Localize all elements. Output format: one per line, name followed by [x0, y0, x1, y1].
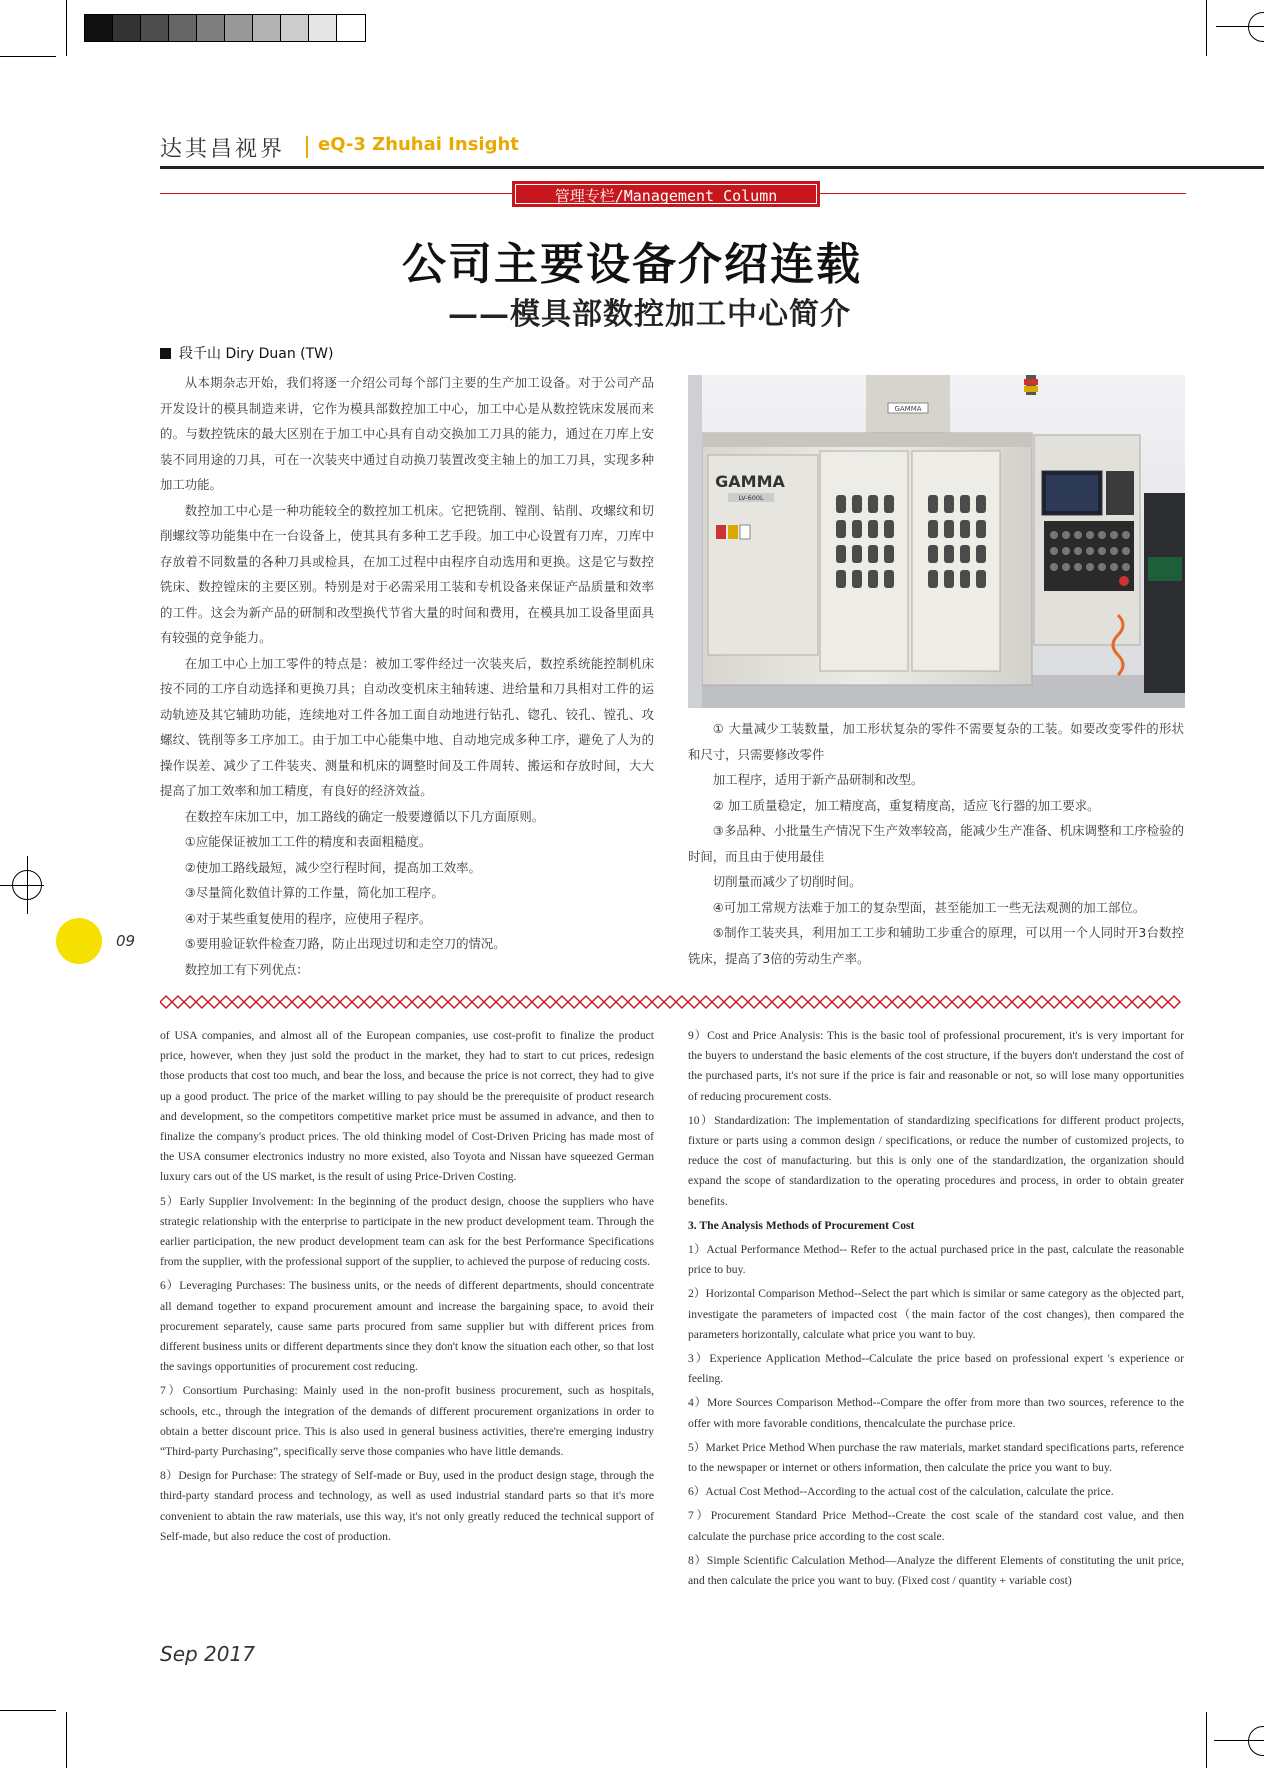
crop-mark [66, 1712, 67, 1768]
swatch [197, 15, 225, 41]
diamond-ornament [952, 996, 964, 1008]
list-item: ①应能保证被加工工件的精度和表面粗糙度。 [184, 834, 432, 849]
diamond-ornament [736, 996, 748, 1008]
diamond-ornament [592, 996, 604, 1008]
list-item: ② 加工质量稳定，加工精度高，重复精度高，适应飞行器的加工要求。 [712, 797, 1100, 813]
crop-mark [66, 0, 67, 56]
article-title: 公司主要设备介绍连载 [402, 239, 862, 290]
diamond-ornament [244, 996, 256, 1008]
diamond-ornament [616, 996, 628, 1008]
swatch [253, 15, 281, 41]
list-item: 1）Actual Performance Method-- Refer to the actual purchased price in the past, calculate the reasonable price to buy. [688, 1243, 1184, 1277]
diamond-ornament [832, 996, 844, 1008]
list-item: 7）Procurement Standard Price Method--Create the cost scale of the standard cost value, and then calculate the purchase price according to the cost scale. [688, 1509, 1184, 1543]
crop-mark [1206, 0, 1207, 56]
diamond-ornament [880, 996, 892, 1008]
paragraph: 数控加工中心是一种功能较全的数控加工机床。它把铣削、镗削、钻削、攻螺纹和切削螺纹等功能集中在一台设备上，使其具有多种工艺手段。加工中心设置有刀库，刀库中存放着不同数量的各种刀具或检具，在加工过程中由程序自动选用和更换。这是它与数控铣床、数控镗床的主要区别。特别是对于必需采用工装和专机设备来保证产品质量和效率的工件。这会为新产品的研制和改型换代节省大量的时间和费用，在模具加工设备里面具有较强的竞争能力。 [160, 502, 654, 645]
diamond-ornament [772, 996, 784, 1008]
paragraph: 10）Standardization: The implementation of standardizing specifications for different product projects, fixture or parts using a common design / specifications, or reduce the number of customized projects, to reduce the cost of manufacturing. but this is only one of the standardization, the organization should expand the scope of standardization to the operating procedures and process, in order to obtain greater benefits. [688, 1113, 1184, 1208]
list-item: 5）Market Price Method When purchase the raw materials, market standard specifications parts, reference to the newspaper or internet or others information, then calculate the price you want to buy. [688, 1440, 1184, 1475]
paragraph: 数控加工有下列优点： [184, 961, 309, 977]
diamond-ornament [520, 996, 532, 1008]
swatch [225, 15, 253, 41]
diamond-ornament [1156, 996, 1168, 1008]
diamond-ornament [316, 996, 328, 1008]
diamond-ornament [628, 996, 640, 1008]
diamond-ornament [424, 996, 436, 1008]
diamond-ornament [352, 996, 364, 1008]
list-item: ⑤制作工装夹具，利用加工工步和辅助工步重合的原理，可以用一个人同时开3台数控铣床，提高了3倍的劳动生产率。 [688, 925, 1184, 966]
paragraph: 从本期杂志开始，我们将逐一介绍公司每个部门主要的生产加工设备。对于公司产品开发设计的模具制造来讲，它作为模具部数控加工中心，加工中心是从数控铣床发展而来的。与数控铣床的最大区别在于加工中心具有自动交换加工刀具的能力，通过在刀库上安装不同用途的刀具，可在一次装夹中通过自动换刀装置改变主轴上的加工刀具，实现多种加工功能。 [160, 375, 654, 492]
diamond-ornament [1144, 996, 1156, 1008]
swatch [85, 15, 113, 41]
diamond-ornament [712, 996, 724, 1008]
diamond-ornament [208, 996, 220, 1008]
swatch [141, 15, 169, 41]
diamond-ornament [688, 996, 700, 1008]
list-item: ②使加工路线最短，减少空行程时间，提高加工效率。 [184, 859, 481, 875]
diamond-ornament [868, 996, 880, 1008]
diamond-ornament [508, 996, 520, 1008]
paragraph: 6）Leveraging Purchases: The business units, or the needs of different departments, should concentrate all demand together to expand procurement amount and increase the bargaining space, to avoid their procurement separately, cause same parts procured from same supplier but with different prices from different business units or different departments since they don't know the situation each other, so that lost the savings opportunities of procurement cost reducing. [160, 1279, 654, 1374]
paragraph: 9）Cost and Price Analysis: This is the basic tool of professional procurement, it's is very important for the buyers to understand the basic elements of the cost structure, if the buyers don't understand the cost of the purchased parts, it's not sure if the price is fair and reasonable or not, so will lose many opportunities of reducing procurement costs. [688, 1029, 1184, 1103]
header-rule [160, 166, 1264, 169]
diamond-ornament [436, 996, 448, 1008]
diamond-ornament [1096, 996, 1108, 1008]
diamond-ornament [412, 996, 424, 1008]
list-item: 3）Experience Application Method--Calculate the price based on professional expert 's experience or feeling. [688, 1352, 1184, 1386]
page-marker-dot [56, 918, 102, 964]
diamond-ornament [640, 996, 652, 1008]
diamond-ornament [676, 996, 688, 1008]
tower-brand: GAMMA [894, 405, 922, 413]
crop-mark [27, 856, 28, 914]
diamond-ornament [580, 996, 592, 1008]
diamond-ornament [400, 996, 412, 1008]
diamond-ornament [796, 996, 808, 1008]
list-item: ④可加工常规方法难于加工的复杂型面，甚至能加工一些无法观测的加工部位。 [712, 899, 1146, 915]
crop-mark [0, 56, 56, 57]
article-subtitle: ——模具部数控加工中心简介 [448, 297, 851, 332]
issue-date: Sep 2017 [160, 1642, 255, 1666]
diamond-ornament [700, 996, 712, 1008]
diamond-ornament [988, 996, 1000, 1008]
list-item: 4）More Sources Comparison Method--Compare the offer from more than two sources, reference to the offer with more favorable conditions, thencalculate the purchase price. [688, 1396, 1184, 1430]
diamond-ornament [172, 996, 184, 1008]
crop-mark [0, 885, 44, 886]
diamond-ornament [1072, 996, 1084, 1008]
header-title-cn: 达其昌视界 [160, 137, 286, 162]
paragraph: 7）Consortium Purchasing: Mainly used in the non-profit business procurement, such as hospitals, schools, etc., through the integration of the demands of different procurement organizations in order to obtain a better discount price. This is also used in general business activities, there're emerging industry “Third-party Purchasing”, specifically serve those companies who have little demands. [160, 1384, 654, 1459]
diamond-ornament [808, 996, 820, 1008]
swatch [309, 15, 337, 41]
paragraph: 5）Early Supplier Involvement: In the beginning of the product design, choose the suppliers who have strategic relationship with the enterprise to participate in the new product development team. Through the earlier participation, the new product development team can ask for the best Performance Specifications from the supplier, with the professional support of the supplier, to achieved the purpose of reducing costs. [160, 1194, 654, 1269]
diamond-ornament [556, 996, 568, 1008]
diamond-ornament [448, 996, 460, 1008]
list-item: 加工程序，适用于新产品研制和改型。 [712, 772, 924, 787]
crop-mark [0, 1710, 56, 1711]
diamond-ornament [376, 996, 388, 1008]
diamond-ornament [220, 996, 232, 1008]
diamond-ornament [1012, 996, 1024, 1008]
swatch [281, 15, 309, 41]
list-item: 8）Simple Scientific Calculation Method—Analyze the different Elements of constituting the unit price, and then calculate the price you want to buy. (Fixed cost / quantity + variable cost) [688, 1553, 1184, 1588]
list-item: ③尽量简化数值计算的工作量，简化加工程序。 [184, 885, 444, 900]
diamond-ornament [232, 996, 244, 1008]
diamond-ornament [820, 996, 832, 1008]
list-item: ④对于某些重复使用的程序，应使用子程序。 [184, 910, 432, 926]
paragraph: 在加工中心上加工零件的特点是：被加工零件经过一次装夹后，数控系统能控制机床按不同的工序自动选择和更换刀具；自动改变机床主轴转速、进给量和刀具相对工件的运动轨迹及其它辅助功能，连续地对工件各加工面自动地进行钻孔、锪孔、铰孔、镗孔、攻螺纹、铣削等多工序加工。由于加工中心能集中地、自动地完成多种工序，避免了人为的操作误差、减少了工件装夹、测量和机床的调整时间及工件周转、搬运和存放时间，大大提高了加工效率和加工精度，有良好的经济效益。 [160, 655, 654, 798]
diamond-ornament [964, 996, 976, 1008]
diamond-ornament [532, 996, 544, 1008]
diamond-ornament [664, 996, 676, 1008]
paragraph: of USA companies, and almost all of the European companies, use cost-profit to finalize the product price, however, when they just sold the product in the market, they had to start to cut prices, redesign those products that cost too much, and bear the loss, and because the price is not correct, they had to give up a good product. The price of the market willing to pay should be the prerequisite of product research and development, so the competitors competitive market price must be assumed in advance, and then to finalize the company's product prices. The old thinking model of Cost-Driven Pricing has made most of the USA consumer electronics industry no more existed, also Toyota and Nissan have squeezed German luxury cars out of the US market, is the result of using Price-Driven Costing. [160, 1029, 654, 1184]
header-title-en: eQ-3 Zhuhai Insight [318, 134, 519, 155]
list-item: ③多品种、小批量生产情况下生产效率较高，能减少生产准备、机床调整和工序检验的时间，而且由于使用最佳 [688, 823, 1184, 864]
diamond-ornament [604, 996, 616, 1008]
diamond-ornament [160, 996, 172, 1008]
diamond-ornament [292, 996, 304, 1008]
diamond-ornament [196, 996, 208, 1008]
diamond-ornament [760, 996, 772, 1008]
paragraph: 在数控车床加工中，加工路线的确定一般要遵循以下几方面原则。 [184, 808, 545, 824]
column-tag-line [820, 193, 1186, 194]
diamond-ornament [904, 996, 916, 1008]
list-item: ⑤要用验证软件检查刀路，防止出现过切和走空刀的情况。 [184, 936, 506, 951]
diamond-ornament [1048, 996, 1060, 1008]
color-calibration-bar [84, 14, 366, 42]
diamond-ornament [940, 996, 952, 1008]
diamond-ornament [1108, 996, 1120, 1008]
machine-brand: GAMMA [715, 472, 785, 491]
magazine-header [160, 130, 1264, 170]
diamond-ornament [1132, 996, 1144, 1008]
cnc-machine-photo [688, 375, 1185, 708]
crop-mark [1206, 1712, 1207, 1768]
section-heading: 3. The Analysis Methods of Procurement Cost [688, 1218, 915, 1232]
machine-model: LV-600L [738, 494, 764, 502]
swatch [337, 15, 365, 41]
cnc-machine-illustration [688, 375, 1185, 708]
diamond-ornament [460, 996, 472, 1008]
diamond-divider [160, 994, 1186, 1010]
diamond-ornament [844, 996, 856, 1008]
diamond-ornament [784, 996, 796, 1008]
diamond-ornament [328, 996, 340, 1008]
diamond-ornament [928, 996, 940, 1008]
diamond-ornament [472, 996, 484, 1008]
list-item: 2）Horizontal Comparison Method--Select the part which is similar or same category as the objected part, investigate the parameters of impacted cost（the main factor of the cost changes), then compared the parameters horizontally, calculate what price you want to buy. [688, 1287, 1184, 1341]
diamond-ornament [1084, 996, 1096, 1008]
diamond-ornament [652, 996, 664, 1008]
paragraph: 8）Design for Purchase: The strategy of Self-made or Buy, used in the product design stage, through the third-party standard process and technology, as well as used industrial standard parts so that it's more convenient to abtain the raw materials, use this way, it's not only greatly reduced the technical support of Self-made, but also reduce the cost of production. [160, 1469, 654, 1543]
header-separator [306, 136, 308, 158]
diamond-ornament [388, 996, 400, 1008]
diamond-ornament [484, 996, 496, 1008]
diamond-ornament [364, 996, 376, 1008]
list-item: 6）Actual Cost Method--According to the actual cost of the calculation, calculate the price. [688, 1485, 1114, 1499]
author-byline [160, 343, 334, 363]
diamond-ornament [496, 996, 508, 1008]
list-item: ① 大量减少工装数量，加工形状复杂的零件不需要复杂的工装。如要改变零件的形状和尺寸，只需要修改零件 [688, 721, 1184, 762]
cn-body-left [160, 370, 654, 982]
diamond-ornament [916, 996, 928, 1008]
diamond-ornament [280, 996, 292, 1008]
diamond-ornament [256, 996, 268, 1008]
diamond-ornament [304, 996, 316, 1008]
column-tag: 管理专栏/Management Column [512, 181, 820, 207]
page-number: 09 [116, 932, 136, 950]
list-item: 切削量而减少了切削时间。 [712, 874, 862, 889]
diamond-ornament [1036, 996, 1048, 1008]
en-body-left [160, 1026, 654, 1551]
diamond-ornament [1000, 996, 1012, 1008]
diamond-ornament [1060, 996, 1072, 1008]
author-name: 段千山 Diry Duan (TW) [179, 346, 334, 362]
diamond-ornament [856, 996, 868, 1008]
diamond-ornament [1024, 996, 1036, 1008]
diamond-ornament [892, 996, 904, 1008]
diamond-ornament [1168, 996, 1180, 1008]
bullet-square-icon [160, 348, 171, 359]
registration-mark [1248, 12, 1264, 42]
diamond-ornament [568, 996, 580, 1008]
swatch [113, 15, 141, 41]
diamond-ornament [1120, 996, 1132, 1008]
diamond-ornament [268, 996, 280, 1008]
diamond-ornament [976, 996, 988, 1008]
diamond-ornament [544, 996, 556, 1008]
diamond-ornament [724, 996, 736, 1008]
diamond-ornament [748, 996, 760, 1008]
swatch [169, 15, 197, 41]
registration-mark [1248, 1726, 1264, 1756]
cn-body-right [688, 716, 1184, 971]
en-body-right [688, 1026, 1184, 1595]
diamond-ornament [184, 996, 196, 1008]
diamond-ornament [340, 996, 352, 1008]
column-tag-line [160, 193, 512, 194]
